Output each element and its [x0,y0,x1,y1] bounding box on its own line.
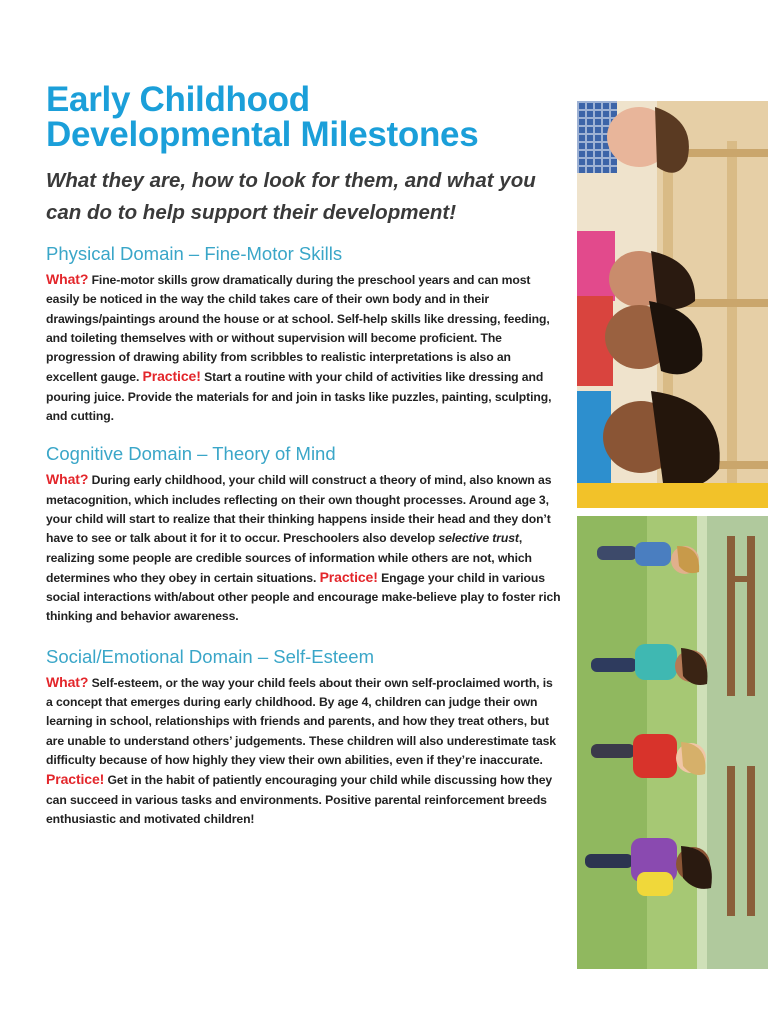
page-title [46,82,562,152]
practice-text: Start a routine with your child of activities like dressing and pouring juice. Provide the materials for and join in tasks like puzzles, painting, sculpting, and cutting. [46,370,552,424]
title-line-1: Early Childhood [46,80,310,119]
practice-label: Practice! [142,368,201,385]
section-body-physical [46,270,562,426]
what-text-continued: , realizing some people are credible sources of information while others are not, which determines who they obey in certain situations. [46,531,532,585]
children-classroom-illustration [577,101,768,508]
practice-label: Practice! [319,568,378,585]
what-text-emphasis: selective trust [438,531,519,546]
section-body-cognitive [46,470,562,626]
section-heading-social: Social/Emotional Domain – Self-Esteem [46,645,375,667]
what-label: What? [46,271,89,287]
page-subtitle: What they are, how to look for them, and what you can do to help support their development! [46,169,536,224]
practice-label: Practice! [46,771,105,788]
children-classroom-photo [577,101,768,508]
section-heading-physical: Physical Domain – Fine-Motor Skills [46,243,343,264]
title-line-2: Developmental Milestones [46,115,479,154]
practice-text: Get in the habit of patiently encouraging your child while discussing how they can succeed in various tasks and environments. Positive parental reinforcement breeds enthusiastic and motivated children! [46,773,553,826]
what-text: Fine-motor skills grow dramatically during the preschool years and can most easily be noticed in the way the child takes care of their own body and in their drawings/paintings around the house or at school. Self-help skills like dressing, feeding, and toileting themselves with or without supervision will become proficient. The progression of drawing ability from scribbles to realistic interpretations is also an excellent gauge. [46,273,550,385]
what-text: During early childhood, your child will construct a theory of mind, also known as metacognition, which includes reflecting on their own thought processes. Around age 3, your child will start to realize that their thinking happens inside their head and they don’t have to see or talk about it for it to occur. Preschoolers also develop [46,473,552,546]
practice-text: Engage your child in various social interactions with/about other people and encourage make-believe play to foster rich thinking and behavior awareness. [46,570,561,624]
children-running-illustration [577,516,768,969]
section-heading-cognitive: Cognitive Domain – Theory of Mind [46,443,336,465]
what-label: What? [46,471,89,488]
section-body-social [46,673,562,829]
what-text: Self-esteem, or the way your child feels about their own self-proclaimed worth, is a concept that emerges during early childhood. By age 4, children can judge their own learning in school, relationships with friends and parents, and how they treat others, but are unable to understand others’ judgements. These children will also underestimate task difficulty because of how highly they view their own abilities, even if they’re inaccurate. [46,675,556,767]
children-running-photo [577,516,768,969]
main-content [46,82,562,829]
what-label: What? [46,673,89,690]
